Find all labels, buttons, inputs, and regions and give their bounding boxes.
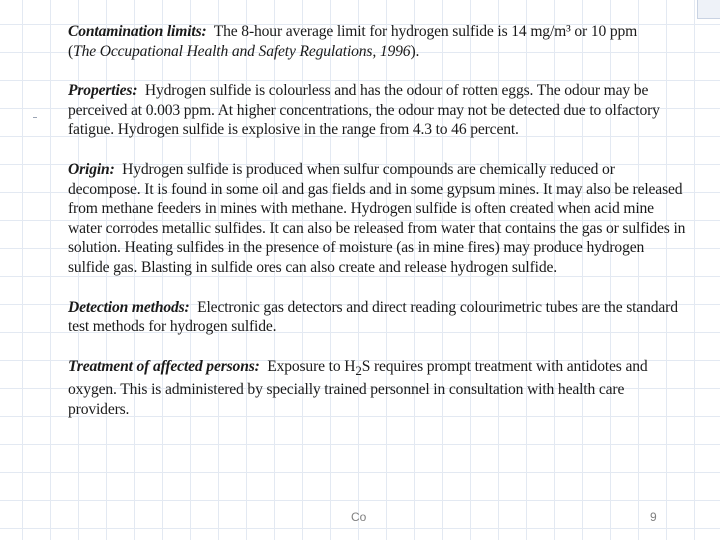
regulations-citation: The Occupational Health and Safety Regulations, 1996 [73,42,411,60]
document-body [68,22,688,440]
detection-methods-label: Detection methods: [68,298,190,316]
treatment-label: Treatment of affected persons: [68,357,260,375]
properties-label: Properties: [68,82,138,100]
origin-section [68,160,688,278]
treatment-text-rest: S requires prompt treatment with antidotes and oxygen. This is administered by specially trained personnel in consultation with health care providers. [68,357,648,419]
footer-text: Co [351,510,367,524]
h2s-subscript: 2 [355,362,362,378]
origin-paragraph [68,160,688,278]
properties-paragraph [68,81,688,140]
contamination-limits-text: The 8-hour average limit for hydrogen sulfide is 14 mg/m³ or 10 ppm [213,23,638,40]
contamination-limits-label: Contamination limits: [68,23,207,40]
citation-close: ). [410,42,420,60]
contamination-limits-paragraph [68,22,688,61]
detection-methods-text: Electronic gas detectors and direct reading colourimetric tubes are the standard test methods for hydrogen sulfide. [68,298,678,336]
origin-text: Hydrogen sulfide is produced when sulfur compounds are chemically reduced or decompose. It is found in some oil and gas fields and in some gypsum mines. It may also be released from methane feeders in mines with methane. Hydrogen sulfide is often created when acid mine water corrodes metallic sulfides. It can also be released from water that contains the gas or sulfides in solution. Heating sulfides in the presence of moisture (as in mine fires) may produce hydrogen sulfide gas. Blasting in sulfide ores can also create and release hydrogen sulfide. [68,160,686,276]
corner-decoration [697,0,720,19]
page-number: 9 [650,510,657,524]
detection-methods-paragraph [68,298,688,337]
properties-text: Hydrogen sulfide is colourless and has the odour of rotten eggs. The odour may be perceived at 0.003 ppm. At higher concentrations, the odour may not be detected due to olfactory fatigue. Hydrogen sulfide is explosive in the range from 4.3 to 46 percent. [68,82,660,139]
origin-label: Origin: [68,160,115,178]
treatment-text-start: Exposure to H [267,357,356,375]
detection-methods-section [68,298,688,337]
treatment-paragraph [68,357,688,420]
margin-mark [33,117,37,118]
contamination-limits-section [68,22,688,61]
properties-section [68,81,688,140]
treatment-section [68,357,688,420]
citation-open: ( [68,42,74,60]
